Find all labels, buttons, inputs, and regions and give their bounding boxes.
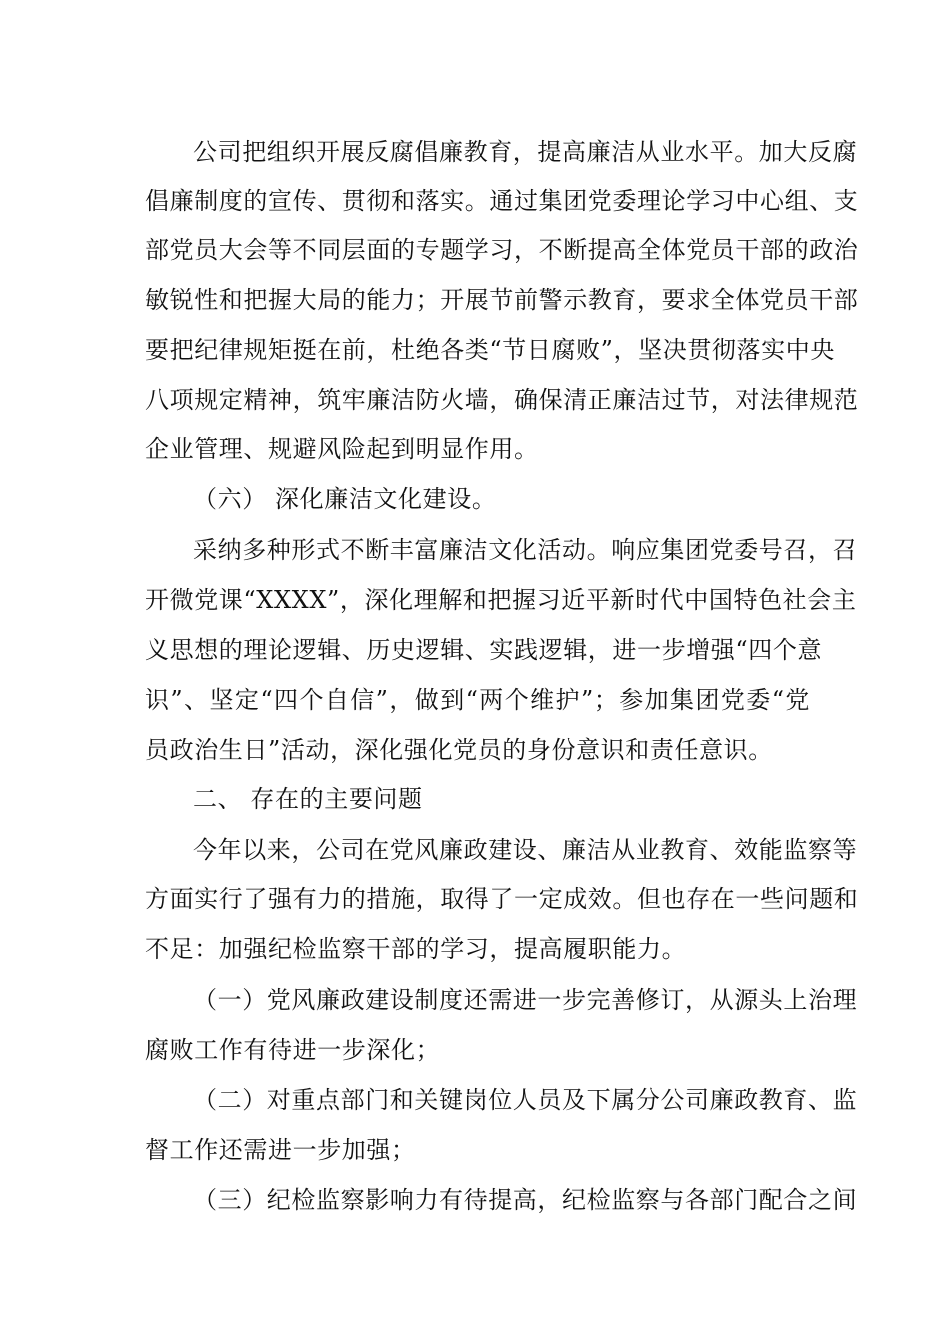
- paragraph-line: 义思想的理论逻辑、历史逻辑、实践逻辑，进一步增强“四个意: [145, 636, 823, 664]
- paragraph-line: 八项规定精神，筑牢廉洁防火墙，确保清正廉洁过节，对法律规范: [145, 386, 859, 414]
- list-item-2-line: （二）对重点部门和关键岗位人员及下属分公司廉政教育、监: [193, 1086, 858, 1114]
- paragraph-line: 企业管理、规避风险起到明显作用。: [145, 435, 539, 463]
- paragraph-line: 方面实行了强有力的措施，取得了一定成效。但也存在一些问题和: [145, 885, 859, 913]
- section-heading-2: 二、 存在的主要问题: [193, 785, 423, 813]
- paragraph-line: 部党员大会等不同层面的专题学习，不断提高全体党员干部的政治: [145, 236, 859, 264]
- paragraph-line: 公司把组织开展反腐倡廉教育，提高廉洁从业水平。加大反腐: [193, 138, 858, 166]
- paragraph-line: 开微党课“XXXX”，深化理解和把握习近平新时代中国特色社会主: [145, 586, 857, 614]
- list-item-1-line: 腐败工作有待进一步深化；: [145, 1036, 441, 1064]
- list-item-3-line: （三）纪检监察影响力有待提高，纪检监察与各部门配合之间: [193, 1186, 858, 1214]
- paragraph-line: 员政治生日”活动，深化强化党员的身份意识和责任意识。: [145, 736, 773, 764]
- paragraph-line: 不足：加强纪检监察干部的学习，提高履职能力。: [145, 935, 687, 963]
- section-heading-6: （六） 深化廉洁文化建设。: [193, 485, 497, 513]
- paragraph-line: 要把纪律规矩挺在前，杜绝各类“节日腐败”，坚决贯彻落实中央: [145, 336, 835, 364]
- paragraph-line: 今年以来，公司在党风廉政建设、廉洁从业教育、效能监察等: [193, 836, 858, 864]
- paragraph-line: 识”、坚定“四个自信”，做到“两个维护”；参加集团党委“党: [145, 686, 810, 714]
- list-item-1-line: （一）党风廉政建设制度还需进一步完善修订，从源头上治理: [193, 986, 858, 1014]
- list-item-2-line: 督工作还需进一步加强；: [145, 1136, 416, 1164]
- paragraph-line: 采纳多种形式不断丰富廉洁文化活动。响应集团党委号召，召: [193, 536, 858, 564]
- paragraph-line: 倡廉制度的宣传、贯彻和落实。通过集团党委理论学习中心组、支: [145, 187, 859, 215]
- paragraph-line: 敏锐性和把握大局的能力；开展节前警示教育，要求全体党员干部: [145, 286, 859, 314]
